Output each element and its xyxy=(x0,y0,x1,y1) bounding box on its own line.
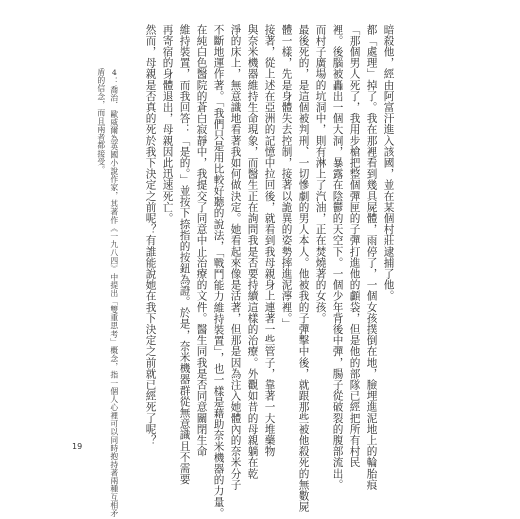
main-text-column: 接著，從上述在亞洲的記憶中拉回後，就看到我母親身上連著一些管子，靠著一大堆藥物 xyxy=(263,24,276,457)
main-text-column: 體一樣，先是身體失去控制，接著以詭異的姿勢摔進泥濘裡。」 xyxy=(280,24,293,330)
main-text-column: 而村子廣場的坑洞中，則有淋上了汽油，正在焚燒著的女孩。 xyxy=(314,24,327,324)
main-text-column: 淨的床上，無意識地看著我如何做決定。她看起來像是活著，但那是因為注入她體內的奈米分子 xyxy=(229,24,242,491)
main-text-column: 再寄宿的身體退出，母親因此迅速死亡。 xyxy=(161,24,174,224)
main-text-column: 「那個男人死了，我用步槍把整個彈匣的子彈打進他的顱袋，但是他的部隊已經把所有村民 xyxy=(348,24,361,468)
page-number: 19 xyxy=(72,442,83,451)
main-text-column: 最後死的，是這個被判刑、一切慘劇的男人本人。他被我的子彈擊中後，就跟那些被他殺死的無數屍 xyxy=(297,24,310,513)
main-text-column: 暗殺他，經由阿富汗進入該國，並在某個村莊逮捕了他。 xyxy=(382,24,395,302)
main-text-column: 然而，母親是否真的死於我下決定之前呢？有誰能說她在我下決定之前就已經死了呢？ xyxy=(144,24,157,446)
main-text-column: 裡。後腦被轟出一個大洞，暴露在陰鬱的天空下。一個少年背後中彈，腸子從破裂的腹部流出。 xyxy=(331,24,344,491)
main-text-column: 與奈米機器維持生命現象，而醫生正在詢問我是否要持續這樣的治療。外觀如昔的母親躺在乾 xyxy=(246,24,259,480)
footnote-line: 4：喬治．歐威爾為英國小說作家，其著作《一九八四》中提出「雙重思考」概念，指一個人心裡可以同時抱持著兩種互相矛 xyxy=(109,68,119,518)
main-text-column: 都「處理」掉了。我在那裡看到幾具屍體，雨停了，一個女孩撲倒在地，臉埋進泥地上的輪胎痕 xyxy=(365,24,378,491)
main-text-column: 在純白色醫院的蒼白寂靜中，我提交了同意中止治療的文件。醫生同我是否同意關閉生命 xyxy=(195,24,208,457)
main-text-column: 不斷地運作著。「我們只是用比較好聽的說法，「戰鬥能力維持裝置」，也一樣是藉助奈米機器的力量。 xyxy=(212,24,225,519)
footnote-line: 盾的信念，而且兩者都接受。 xyxy=(96,68,106,174)
main-text-column: 維持裝置，而我回答：「是的。」並按下捺指的按鈕為證。於是，奈米機器群從無意識且不需要 xyxy=(178,24,191,485)
